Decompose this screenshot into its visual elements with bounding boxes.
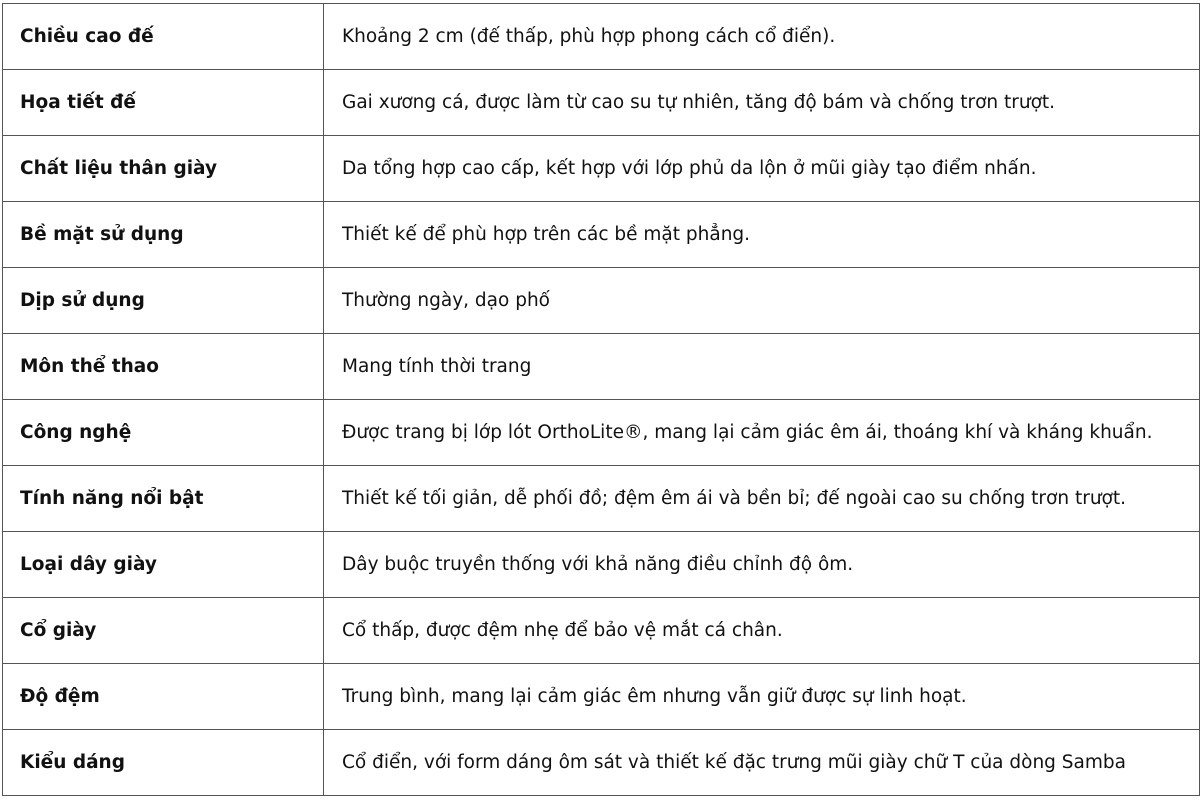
spec-label: Dịp sử dụng xyxy=(3,268,324,334)
spec-row-sole-pattern xyxy=(3,70,1200,136)
spec-label: Họa tiết đế xyxy=(3,70,324,136)
product-spec-table xyxy=(2,3,1200,796)
spec-value: Khoảng 2 cm (đế thấp, phù hợp phong cách cổ điển). xyxy=(324,4,1200,70)
spec-row-upper-material xyxy=(3,136,1200,202)
spec-value: Gai xương cá, được làm từ cao su tự nhiên, tăng độ bám và chống trơn trượt. xyxy=(324,70,1200,136)
spec-value: Mang tính thời trang xyxy=(324,334,1200,400)
spec-row-occasion xyxy=(3,268,1200,334)
spec-label: Công nghệ xyxy=(3,400,324,466)
spec-row-cushioning xyxy=(3,664,1200,730)
spec-label: Loại dây giày xyxy=(3,532,324,598)
spec-value: Da tổng hợp cao cấp, kết hợp với lớp phủ da lộn ở mũi giày tạo điểm nhấn. xyxy=(324,136,1200,202)
spec-value: Thường ngày, dạo phố xyxy=(324,268,1200,334)
spec-label: Bề mặt sử dụng xyxy=(3,202,324,268)
spec-label: Kiểu dáng xyxy=(3,730,324,796)
spec-label: Độ đệm xyxy=(3,664,324,730)
spec-row-surface xyxy=(3,202,1200,268)
spec-value: Được trang bị lớp lót OrthoLite®, mang lại cảm giác êm ái, thoáng khí và kháng khuẩn. xyxy=(324,400,1200,466)
spec-value: Cổ thấp, được đệm nhẹ để bảo vệ mắt cá chân. xyxy=(324,598,1200,664)
spec-label: Chiều cao đế xyxy=(3,4,324,70)
spec-label: Chất liệu thân giày xyxy=(3,136,324,202)
spec-row-sole-height xyxy=(3,4,1200,70)
spec-value: Dây buộc truyền thống với khả năng điều chỉnh độ ôm. xyxy=(324,532,1200,598)
spec-value: Thiết kế để phù hợp trên các bề mặt phẳng. xyxy=(324,202,1200,268)
spec-row-collar xyxy=(3,598,1200,664)
spec-value: Cổ điển, với form dáng ôm sát và thiết kế đặc trưng mũi giày chữ T của dòng Samba xyxy=(324,730,1200,796)
spec-row-features xyxy=(3,466,1200,532)
spec-label: Tính năng nổi bật xyxy=(3,466,324,532)
spec-label: Môn thể thao xyxy=(3,334,324,400)
spec-value: Trung bình, mang lại cảm giác êm nhưng vẫn giữ được sự linh hoạt. xyxy=(324,664,1200,730)
spec-table-body xyxy=(3,4,1200,796)
spec-row-laces xyxy=(3,532,1200,598)
spec-row-sport xyxy=(3,334,1200,400)
spec-row-technology xyxy=(3,400,1200,466)
spec-label: Cổ giày xyxy=(3,598,324,664)
spec-value: Thiết kế tối giản, dễ phối đồ; đệm êm ái và bền bỉ; đế ngoài cao su chống trơn trượt. xyxy=(324,466,1200,532)
spec-row-style xyxy=(3,730,1200,796)
